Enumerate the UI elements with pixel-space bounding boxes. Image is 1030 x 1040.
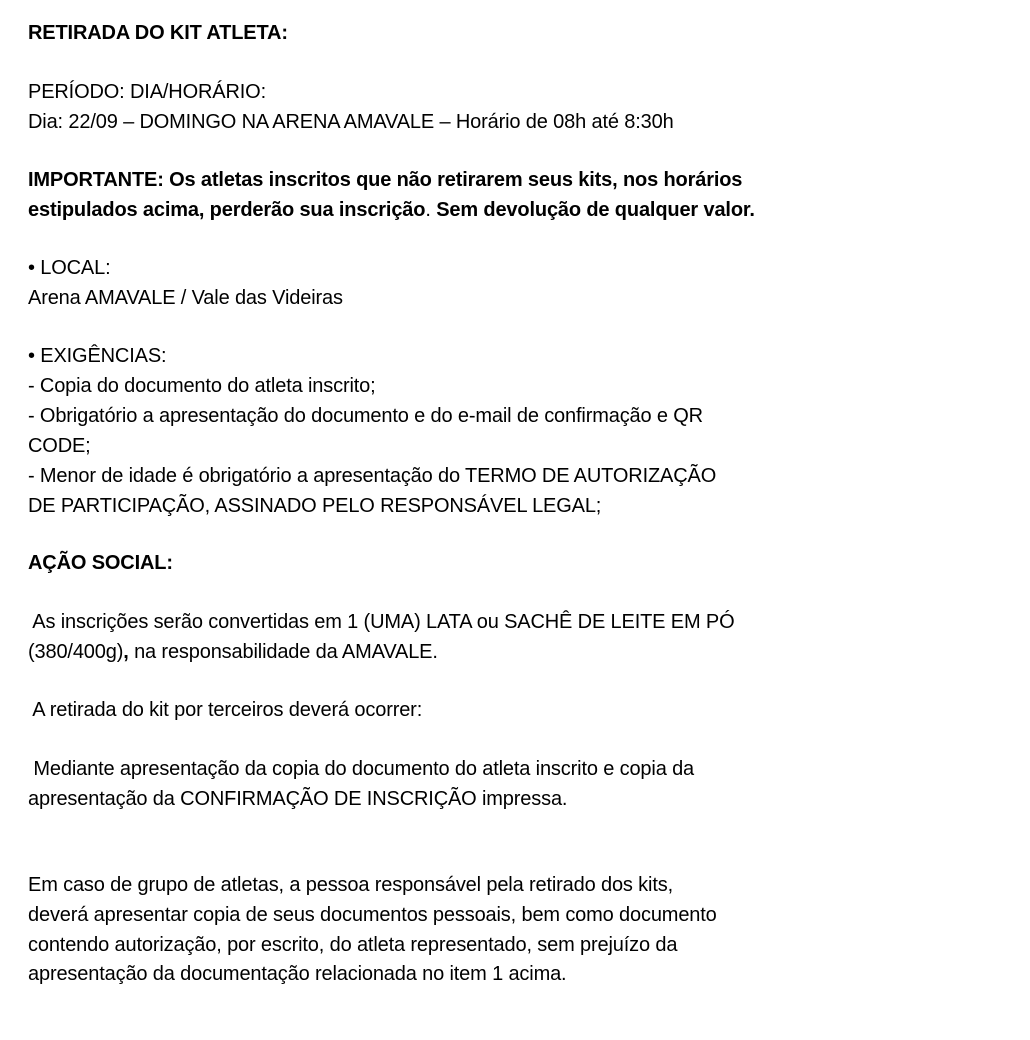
exigencias-label: • EXIGÊNCIAS:	[28, 345, 167, 367]
exigencias-line: - Menor de idade é obrigatório a apresentação do TERMO DE AUTORIZAÇÃO	[28, 465, 717, 487]
terceiros-line-1: Mediante apresentação da copia do documento do atleta inscrito e copia da	[28, 758, 695, 780]
grupo-line: apresentação da documentação relacionada no item 1 acima.	[28, 963, 567, 985]
local-value: Arena AMAVALE / Vale das Videiras	[28, 287, 343, 309]
grupo-line: contendo autorização, por escrito, do atleta representado, sem prejuízo da	[28, 934, 678, 956]
importante-bold-text: estipulados acima, perderão sua inscrição	[28, 199, 426, 221]
importante-period: .	[425, 199, 431, 221]
acao-social-comma: ,	[123, 641, 129, 663]
acao-social-quantity: (380/400g)	[28, 641, 124, 663]
terceiros-intro: A retirada do kit por terceiros deverá ocorrer:	[28, 699, 423, 721]
exigencias-line: DE PARTICIPAÇÃO, ASSINADO PELO RESPONSÁVEL LEGAL;	[28, 495, 602, 517]
grupo-line: Em caso de grupo de atletas, a pessoa responsável pela retirado dos kits,	[28, 874, 673, 896]
acao-social-label: AÇÃO SOCIAL:	[28, 552, 173, 574]
periodo-label: PERÍODO: DIA/HORÁRIO:	[28, 81, 266, 103]
importante-line-1: IMPORTANTE: Os atletas inscritos que não retirarem seus kits, nos horários	[28, 169, 743, 191]
acao-social-line-2	[28, 640, 438, 664]
exigencias-line: - Obrigatório a apresentação do documento e do e-mail de confirmação e QR	[28, 405, 703, 427]
document-title: RETIRADA DO KIT ATLETA:	[28, 22, 288, 44]
periodo-detail: Dia: 22/09 – DOMINGO NA ARENA AMAVALE – Horário de 08h até 8:30h	[28, 111, 674, 133]
local-label: • LOCAL:	[28, 257, 111, 279]
exigencias-line: CODE;	[28, 435, 91, 457]
acao-social-tail: na responsabilidade da AMAVALE.	[128, 641, 438, 663]
exigencias-line: - Copia do documento do atleta inscrito;	[28, 375, 376, 397]
importante-line-2	[28, 198, 755, 222]
grupo-line: deverá apresentar copia de seus documentos pessoais, bem como documento	[28, 904, 717, 926]
importante-tail-text: Sem devolução de qualquer valor.	[430, 199, 755, 221]
terceiros-line-2: apresentação da CONFIRMAÇÃO DE INSCRIÇÃO impressa.	[28, 788, 568, 810]
acao-social-line-1: As inscrições serão convertidas em 1 (UMA) LATA ou SACHÊ DE LEITE EM PÓ	[28, 611, 735, 633]
